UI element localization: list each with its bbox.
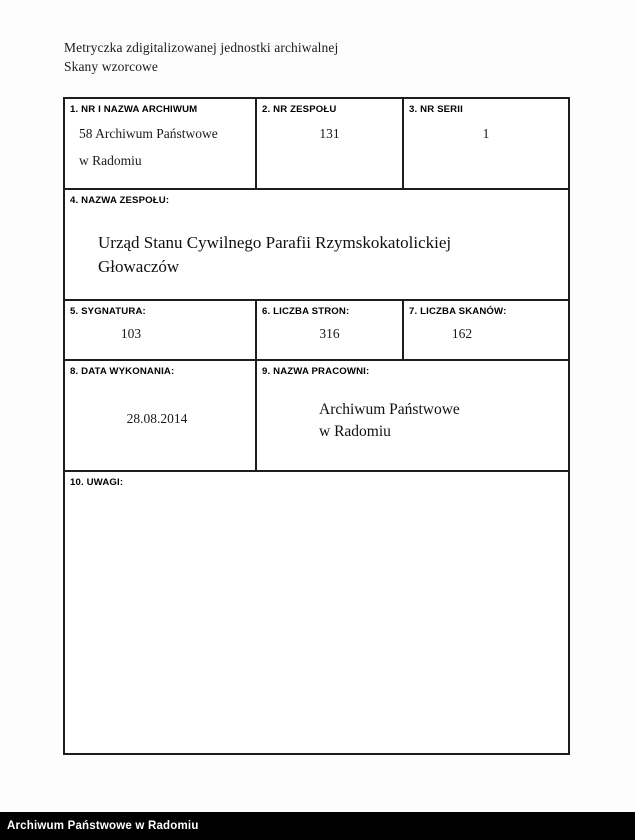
field-value-signature: 103 <box>120 326 142 341</box>
field-workshop-name <box>257 361 568 470</box>
field-label-archive-name: 1. NR I NAZWA ARCHIWUM <box>70 104 198 115</box>
field-series-number <box>404 99 568 188</box>
field-value-fonds-number: 131 <box>319 126 340 141</box>
field-value-fonds-name-line1: Urząd Stanu Cywilnego Parafii Rzymskokatolickiej <box>98 233 452 252</box>
table-row-counts <box>65 301 568 361</box>
field-label-workshop-name: 9. NAZWA PRACOWNI: <box>262 366 370 377</box>
field-fonds-number <box>257 99 404 188</box>
field-value-scan-count: 162 <box>451 326 473 341</box>
table-row-remarks <box>65 472 568 753</box>
footer-institution-name: Archiwum Państwowe w Radomiu <box>7 820 199 832</box>
field-label-series-number: 3. NR SERII <box>409 104 463 115</box>
table-row-fonds-name <box>65 190 568 301</box>
field-label-fonds-name: 4. NAZWA ZESPOŁU: <box>70 195 170 206</box>
field-label-fonds-number: 2. NR ZESPOŁU <box>262 104 337 115</box>
field-value-workshop-name-line1: Archiwum Państwowe <box>319 401 460 418</box>
field-scan-count <box>404 301 568 359</box>
field-signature <box>65 301 257 359</box>
field-value-fonds-name-line2: Głowaczów <box>98 257 180 276</box>
document-heading <box>64 38 338 76</box>
footer-bar <box>0 812 635 840</box>
field-fonds-name <box>65 190 568 299</box>
field-value-execution-date: 28.08.2014 <box>126 411 188 426</box>
heading-line-2: Skany wzorcowe <box>64 59 158 74</box>
field-execution-date <box>65 361 257 470</box>
field-page-count <box>257 301 404 359</box>
field-label-signature: 5. SYGNATURA: <box>70 306 146 317</box>
field-remarks <box>65 472 568 753</box>
table-row-archive <box>65 99 568 190</box>
field-value-archive-name-line2: w Radomiu <box>79 153 142 168</box>
field-value-workshop-name-line2: w Radomiu <box>319 423 391 440</box>
field-value-page-count: 316 <box>319 326 340 341</box>
table-row-date-workshop <box>65 361 568 472</box>
field-label-execution-date: 8. DATA WYKONANIA: <box>70 366 175 377</box>
heading-line-1: Metryczka zdigitalizowanej jednostki archiwalnej <box>64 40 339 55</box>
field-label-remarks: 10. UWAGI: <box>70 477 124 488</box>
field-label-scan-count: 7. LICZBA SKANÓW: <box>409 306 507 317</box>
field-archive-name <box>65 99 257 188</box>
metadata-form-table <box>63 97 570 755</box>
field-value-archive-name-line1: 58 Archiwum Państwowe <box>79 126 218 141</box>
field-label-page-count: 6. LICZBA STRON: <box>262 306 350 317</box>
field-value-series-number: 1 <box>482 126 490 141</box>
